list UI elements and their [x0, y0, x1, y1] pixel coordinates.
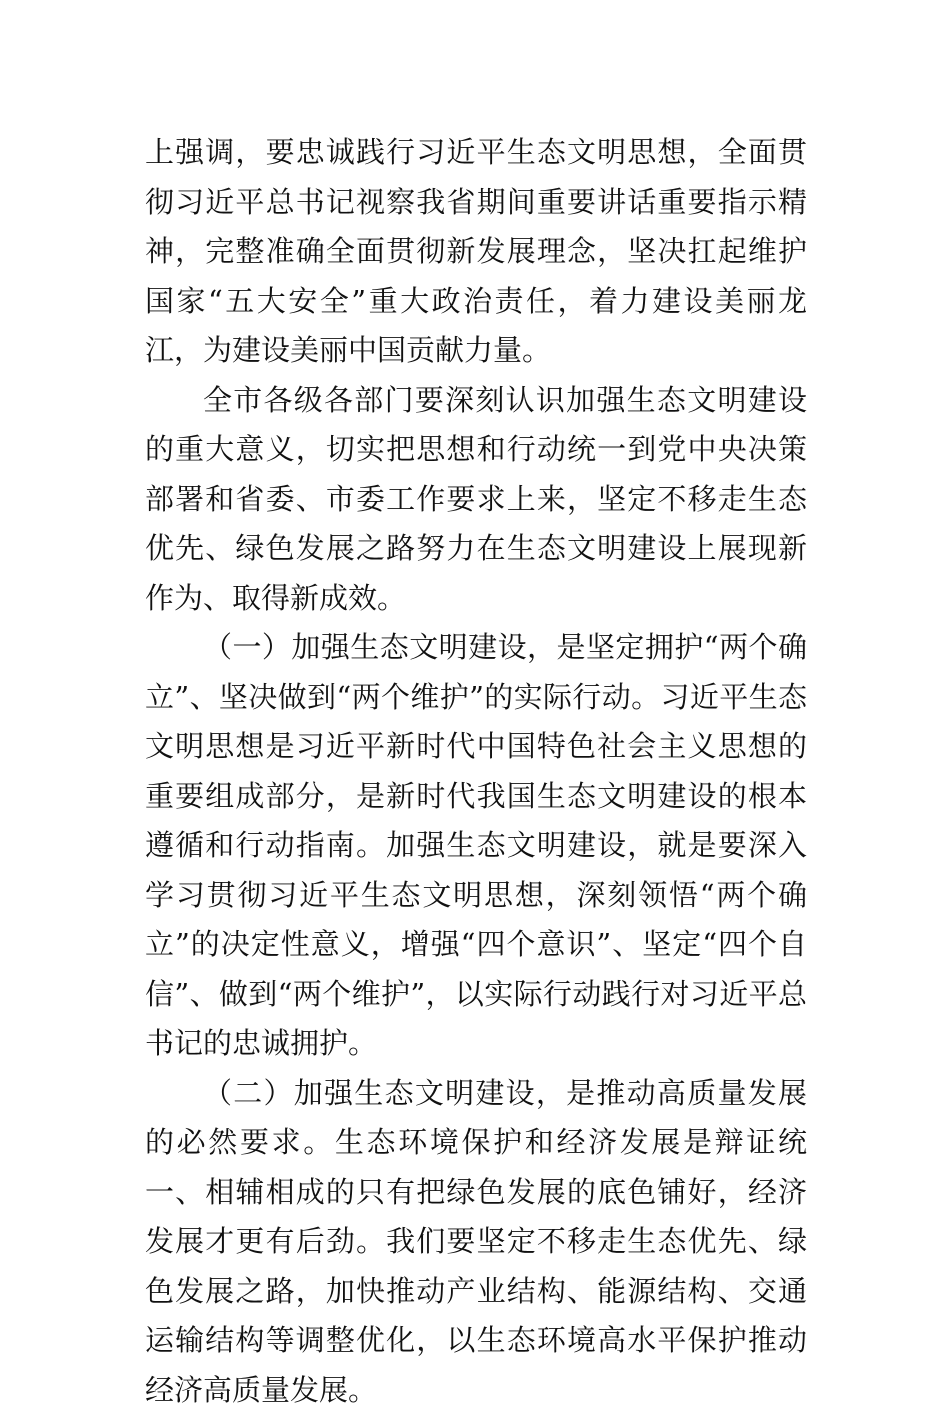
paragraph-significance: 全市各级各部门要深刻认识加强生态文明建设的重大意义，切实把思想和行动统一到党中央决策部署和省委、市委工作要求上来，坚定不移走生态优先、绿色发展之路努力在生态文明建设上展现新作为、取得新成效。 — [145, 376, 807, 624]
paragraph-section-two: （二）加强生态文明建设，是推动高质量发展的必然要求。生态环境保护和经济发展是辩证统一、相辅相成的只有把绿色发展的底色铺好，经济发展才更有后劲。我们要坚定不移走生态优先、绿色发展之路，加快推动产业结构、能源结构、交通运输结构等调整优化，以生态环境高水平保护推动经济高质量发展。 — [145, 1069, 807, 1415]
paragraph-section-one: （一）加强生态文明建设，是坚定拥护“两个确立”、坚决做到“两个维护”的实际行动。习近平生态文明思想是习近平新时代中国特色社会主义思想的重要组成部分，是新时代我国生态文明建设的根本遵循和行动指南。加强生态文明建设，就是要深入学习贯彻习近平生态文明思想，深刻领悟“两个确立”的决定性意义，增强“四个意识”、坚定“四个自信”、做到“两个维护”，以实际行动践行对习近平总书记的忠诚拥护。 — [145, 623, 807, 1069]
document-body — [145, 128, 807, 1415]
paragraph-continued: 上强调，要忠诚践行习近平生态文明思想，全面贯彻习近平总书记视察我省期间重要讲话重要指示精神，完整准确全面贯彻新发展理念，坚决扛起维护国家“五大安全”重大政治责任，着力建设美丽龙江，为建设美丽中国贡献力量。 — [145, 128, 807, 376]
